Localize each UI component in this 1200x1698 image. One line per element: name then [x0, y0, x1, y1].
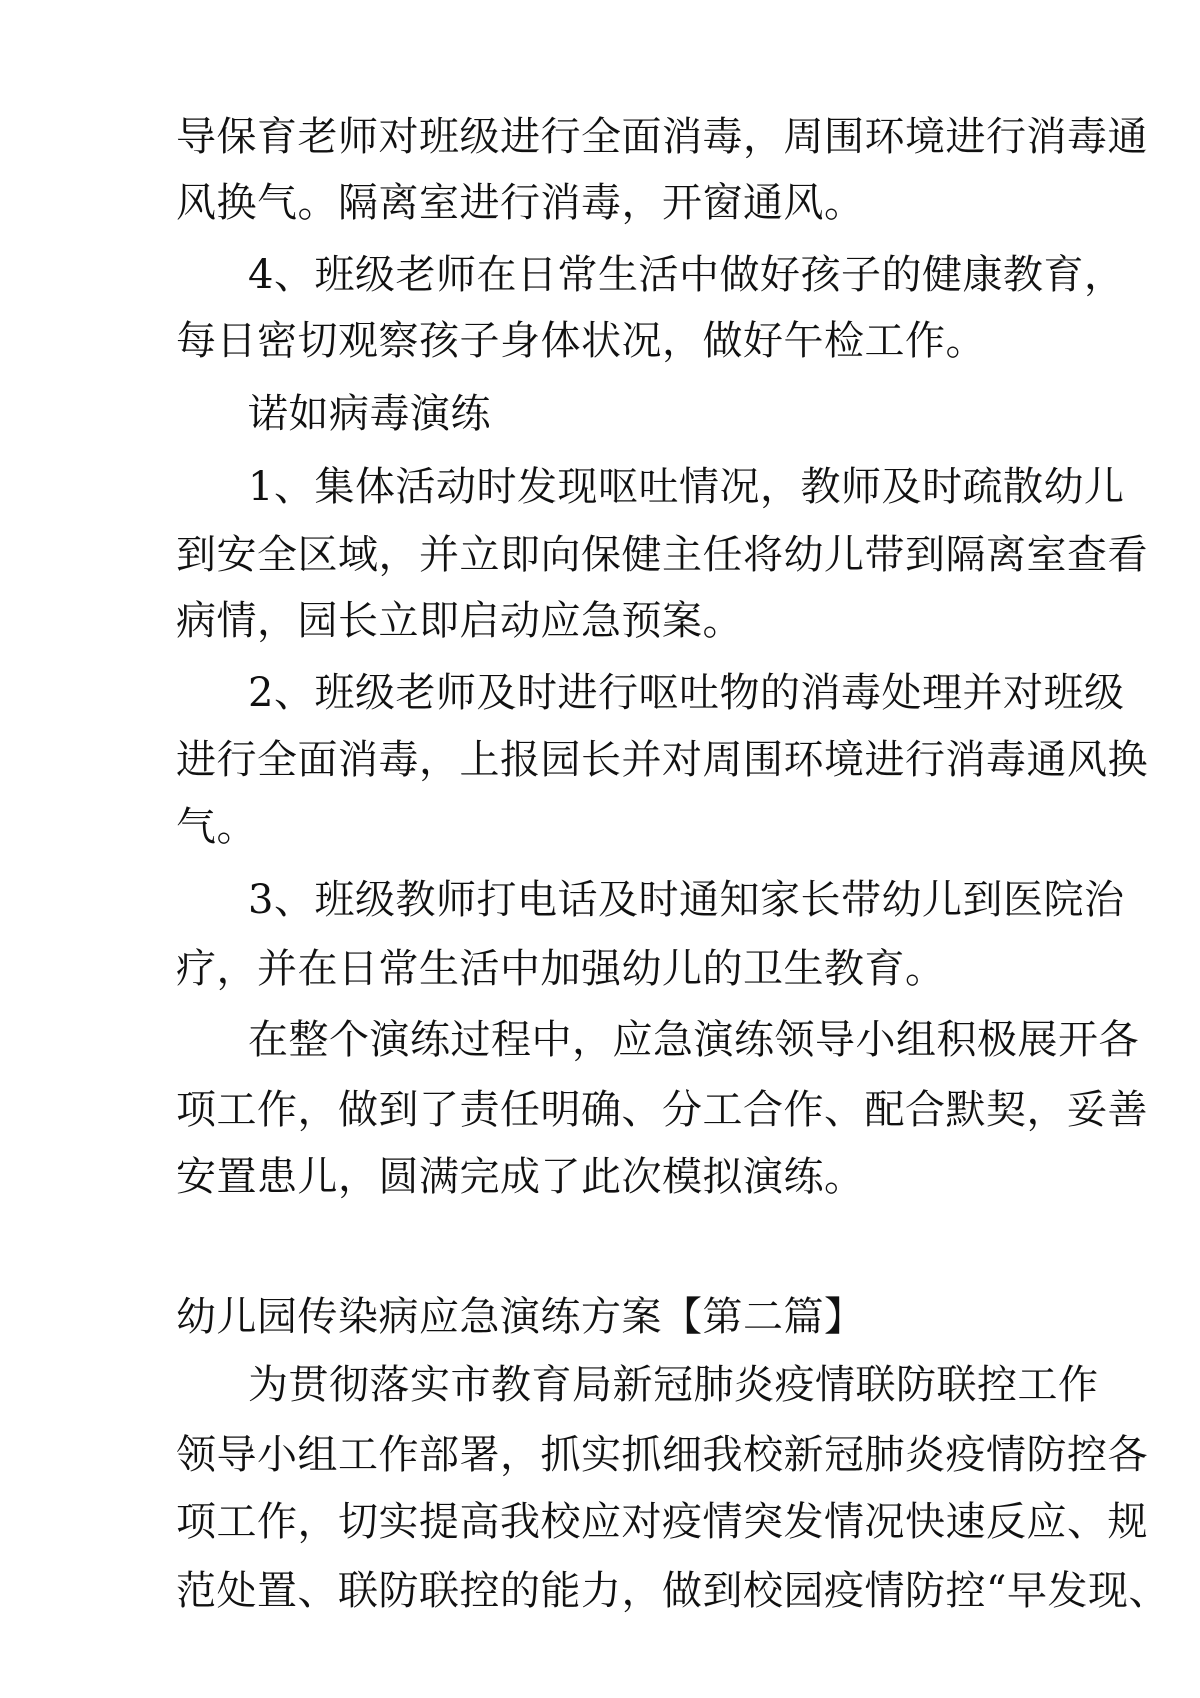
body-text-line: 范处置、联防联控的能力，做到校园疫情防控“早发现、 [176, 1568, 1169, 1614]
paragraph-first-line: 1、集体活动时发现呕吐情况，教师及时疏散幼儿 [248, 464, 1125, 510]
body-text-line: 风换气。隔离室进行消毒，开窗通风。 [176, 180, 865, 226]
paragraph-first-line: 在整个演练过程中，应急演练领导小组积极展开各 [248, 1017, 1139, 1063]
body-text-line: 项工作，切实提高我校应对疫情突发情况快速反应、规 [176, 1499, 1148, 1545]
body-text-line: 每日密切观察孩子身体状况，做好午检工作。 [176, 318, 986, 364]
body-text-line: 安置患儿，圆满完成了此次模拟演练。 [176, 1154, 865, 1200]
body-text-line: 气。 [176, 804, 257, 850]
body-text-line: 项工作，做到了责任明确、分工合作、配合默契，妥善 [176, 1087, 1148, 1133]
body-text-line: 到安全区域，并立即向保健主任将幼儿带到隔离室查看 [176, 532, 1148, 578]
chapter-title: 幼儿园传染病应急演练方案【第二篇】 [176, 1294, 865, 1340]
body-text-line: 领导小组工作部署，抓实抓细我校新冠肺炎疫情防控各 [176, 1432, 1148, 1478]
body-text-line: 导保育老师对班级进行全面消毒，周围环境进行消毒通 [176, 114, 1148, 160]
paragraph-first-line: 2、班级老师及时进行呕吐物的消毒处理并对班级 [248, 670, 1125, 716]
section-heading: 诺如病毒演练 [248, 391, 491, 437]
body-text-line: 进行全面消毒，上报园长并对周围环境进行消毒通风换 [176, 737, 1148, 783]
paragraph-first-line: 为贯彻落实市教育局新冠肺炎疫情联防联控工作 [248, 1362, 1099, 1408]
body-text-line: 病情，园长立即启动应急预案。 [176, 598, 743, 644]
body-text-line: 疗，并在日常生活中加强幼儿的卫生教育。 [176, 946, 946, 992]
paragraph-first-line: 4、班级老师在日常生活中做好孩子的健康教育， [248, 252, 1125, 298]
paragraph-first-line: 3、班级教师打电话及时通知家长带幼儿到医院治 [248, 877, 1125, 923]
